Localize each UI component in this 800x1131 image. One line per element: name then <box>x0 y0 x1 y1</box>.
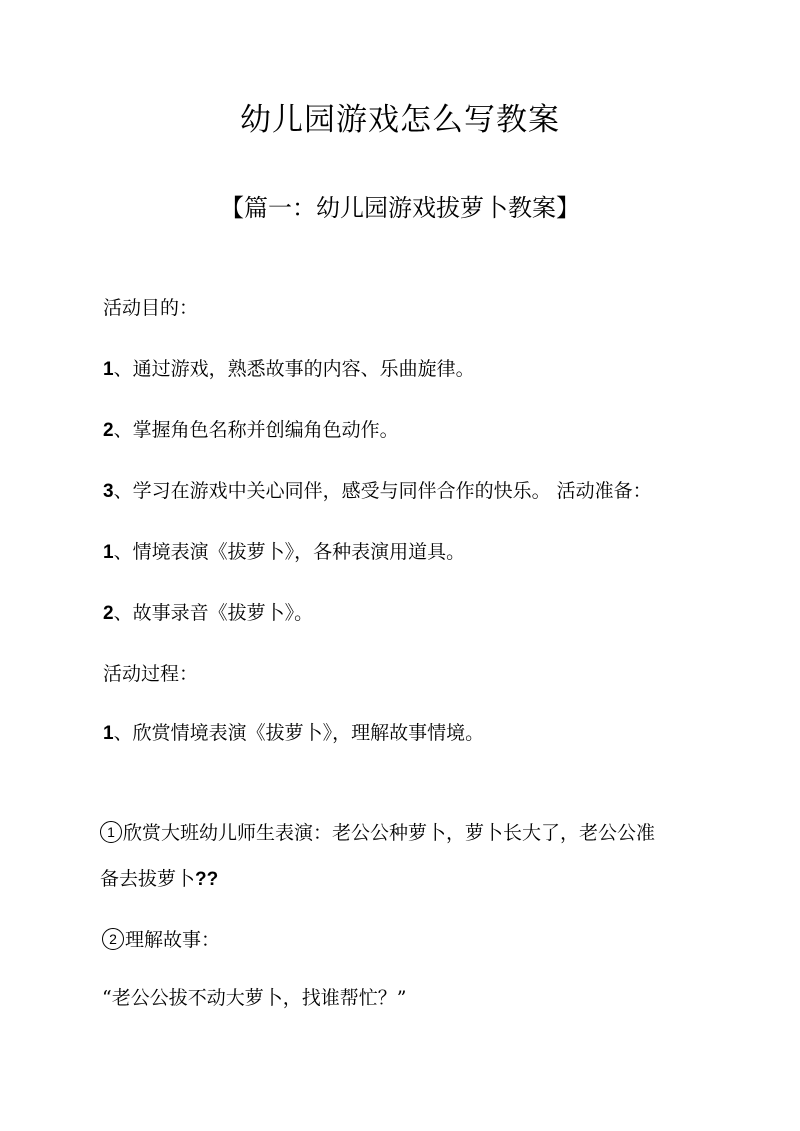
process-number: 1 <box>103 723 114 744</box>
step1-line1 <box>100 820 655 846</box>
step2-text: 理解故事： <box>125 929 221 951</box>
goal-heading: 活动目的： <box>103 297 199 319</box>
prep-number: 2 <box>103 603 114 624</box>
goal-item-1 <box>103 356 475 383</box>
page-subtitle: 【篇一：幼儿园游戏拔萝卜教案】 <box>220 194 580 222</box>
step1-line2 <box>100 866 218 893</box>
step1-suffix: ?? <box>195 869 219 890</box>
goal-item-2 <box>103 417 399 444</box>
goal-number: 2 <box>103 420 114 441</box>
prep-item-1 <box>103 539 465 566</box>
circled-number-2: 2 <box>102 928 124 950</box>
goal-text: 、学习在游戏中关心同伴，感受与同伴合作的快乐。 活动准备： <box>113 480 652 502</box>
step1-text: 欣赏大班幼儿师生表演：老公公种萝卜，萝卜长大了，老公公准 <box>123 822 656 844</box>
prep-text: 、故事录音《拔萝卜》。 <box>113 602 314 624</box>
prep-item-2 <box>103 600 313 627</box>
goal-item-3 <box>103 478 652 505</box>
step2-line <box>102 927 220 953</box>
goal-number: 1 <box>103 359 114 380</box>
goal-text: 、掌握角色名称并创编角色动作。 <box>113 419 399 441</box>
process-item-1 <box>103 720 484 747</box>
goal-number: 3 <box>103 481 114 502</box>
step1-continuation: 备去拔萝卜 <box>100 868 196 890</box>
process-heading: 活动过程： <box>103 663 199 685</box>
goal-text: 、通过游戏，熟悉故事的内容、乐曲旋律。 <box>113 358 475 380</box>
prep-text: 、情境表演《拔萝卜》，各种表演用道具。 <box>113 541 466 563</box>
prep-number: 1 <box>103 542 114 563</box>
quote-line: “老公公拔不动大萝卜，找谁帮忙？” <box>102 987 407 1009</box>
process-text: 、欣赏情境表演《拔萝卜》，理解故事情境。 <box>113 722 485 744</box>
page-title: 幼儿园游戏怎么写教案 <box>240 102 560 138</box>
circled-number-1: 1 <box>100 821 122 843</box>
